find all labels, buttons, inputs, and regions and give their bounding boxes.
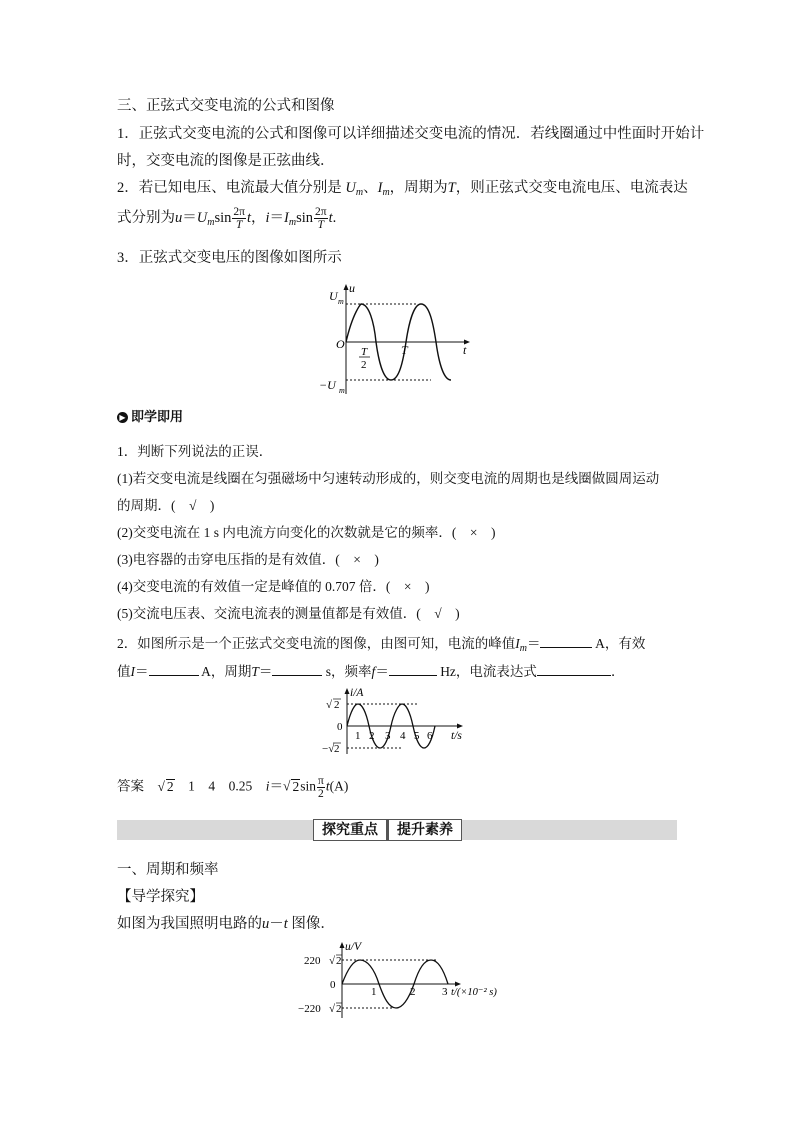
paragraph-2-text-a: 2．若已知电压、电流最大值分别是: [117, 180, 342, 196]
y-axis-label: u: [349, 282, 355, 295]
check-mark: √: [434, 606, 442, 621]
y-top-label: 2: [334, 699, 340, 711]
tick-1: 1: [355, 730, 361, 742]
y-bottom-label: 2: [334, 743, 340, 755]
answer-line: 答案 √ 2 1 4 0.25 i＝√ 2sin $\frac{\pi}{2}$ t(A): [117, 775, 349, 801]
banner-right: 提升素养: [397, 822, 453, 838]
tick-6: 6: [427, 730, 433, 742]
x-axis-label: t: [463, 343, 467, 357]
y-max-label: U: [329, 289, 338, 303]
q1-item-4: (4)交变电流的有效值一定是峰值的 0.707 倍．( × ): [117, 579, 430, 594]
y-min-label: −U: [319, 378, 336, 392]
origin-label: O: [336, 337, 345, 351]
q1-item-2: (2)交变电流在 1 s 内电流方向变化的次数就是它的频率．( × ): [117, 525, 496, 540]
y-min-sub: m: [339, 386, 345, 395]
tick-3: 3: [442, 986, 448, 998]
tick-1: 1: [371, 986, 377, 998]
y-axis-label: i/A: [350, 687, 364, 699]
paragraph-2-text-d: 式分别为: [117, 209, 175, 226]
tick-3: 3: [385, 730, 391, 742]
sine-voltage-figure: [315, 282, 485, 400]
svg-text:2: 2: [336, 955, 342, 967]
blank-peak[interactable]: [540, 633, 592, 648]
formula-voltage: u: [175, 209, 183, 226]
section-banner: [117, 820, 677, 840]
y-max-sub: m: [338, 297, 344, 306]
x-axis-label: t/s: [451, 730, 462, 742]
section-1-sub: 【导学探究】: [117, 889, 204, 905]
lighting-circuit-figure: [296, 940, 506, 1020]
paragraph-2-line-1: 2．若已知电压、电流最大值分别是 $U_m$、$I_m$，周期为T，则正弦式交变电流电压、电流表达: [117, 180, 688, 198]
banner-box: [313, 819, 462, 841]
sine-current-figure: [322, 686, 474, 758]
paragraph-2-text-b: ，周期为: [389, 180, 448, 196]
section-1-text: 如图为我国照明电路的u－t 图像．: [117, 916, 335, 932]
half-period-num: T: [361, 346, 368, 358]
svg-text:−√: −√: [322, 743, 335, 755]
q1-title: 1．判断下列说法的正误．: [117, 444, 273, 459]
period-label: T: [401, 343, 408, 357]
banner-left: 探究重点: [322, 822, 378, 838]
y-zero-label: 0: [337, 721, 343, 733]
blank-period[interactable]: [272, 661, 322, 676]
q1-item-3: (3)电容器的击穿电压指的是有效值．( × ): [117, 552, 379, 567]
y-axis-label: u/V: [345, 941, 361, 953]
answer-peak: √ 2: [157, 778, 174, 794]
cross-mark: ×: [403, 579, 412, 594]
blank-frequency[interactable]: [389, 661, 437, 676]
paragraph-2-line-2: 式分别为$u=U_m\sin$ $\frac{2\pi}{T}$ t，$i=I_m\sin$ $\frac{2\pi}{T}$ t.: [117, 206, 337, 232]
sqrt-sign: √: [326, 699, 333, 711]
answer-label: 答案: [117, 778, 144, 794]
svg-text:√: √: [329, 955, 336, 967]
check-mark: √: [189, 498, 197, 513]
tick-2: 2: [369, 730, 375, 742]
play-circle-icon: ▶: [117, 412, 128, 423]
q1-item-1-line-2: 的周期．( √ ): [117, 498, 215, 513]
paragraph-1-line-2: 时，交变电流的图像是正弦曲线．: [117, 153, 335, 169]
blank-expression[interactable]: [537, 661, 611, 676]
formula-current: i: [265, 209, 270, 226]
symbol-um: $U_m$: [345, 180, 364, 198]
section-heading: 三、正弦式交变电流的公式和图像: [117, 98, 335, 114]
tick-4: 4: [400, 730, 406, 742]
tick-5: 5: [414, 730, 420, 742]
cross-mark: ×: [353, 552, 361, 567]
paragraph-1-line-1: 1．正弦式交变电流的公式和图像可以详细描述交变电流的情况．若线圈通过中性面时开始计: [117, 126, 705, 142]
q2-line-1: 2．如图所示是一个正弦式交变电流的图像，由图可知，电流的峰值$I_m= A$，有效: [117, 633, 677, 655]
y-zero-label: 0: [330, 979, 336, 991]
practice-heading: ▶ 即学即用: [117, 410, 677, 426]
section-1-heading: 一、周期和频率: [117, 862, 219, 878]
cross-mark: ×: [469, 525, 478, 540]
y-top-label: 220: [304, 955, 321, 967]
paragraph-2-text-c: ，则正弦式交变电流电压、电流表达: [455, 180, 688, 196]
q2-line-2: 值I＝ A，周期T＝ s，频率f＝ Hz，电流表达式 ．: [117, 661, 677, 680]
x-axis-label: t/(×10⁻² s): [451, 987, 497, 998]
svg-text:2: 2: [336, 1003, 342, 1015]
symbol-im: $I_m$: [377, 180, 390, 198]
blank-effective[interactable]: [149, 661, 199, 676]
q1-item-5: (5)交流电压表、交流电流表的测量值都是有效值．( √ ): [117, 606, 460, 621]
svg-text:√: √: [329, 1003, 336, 1015]
q1-item-1-line-1: (1)若交变电流是线圈在匀强磁场中匀速转动形成的，则交变电流的周期也是线圈做圆周运动: [117, 471, 660, 486]
paragraph-3: 3．正弦式交变电压的图像如图所示: [117, 250, 342, 266]
half-period-den: 2: [361, 359, 367, 371]
tick-2: 2: [410, 986, 416, 998]
symbol-t: T: [447, 180, 456, 196]
y-bottom-label: −220: [298, 1003, 321, 1015]
